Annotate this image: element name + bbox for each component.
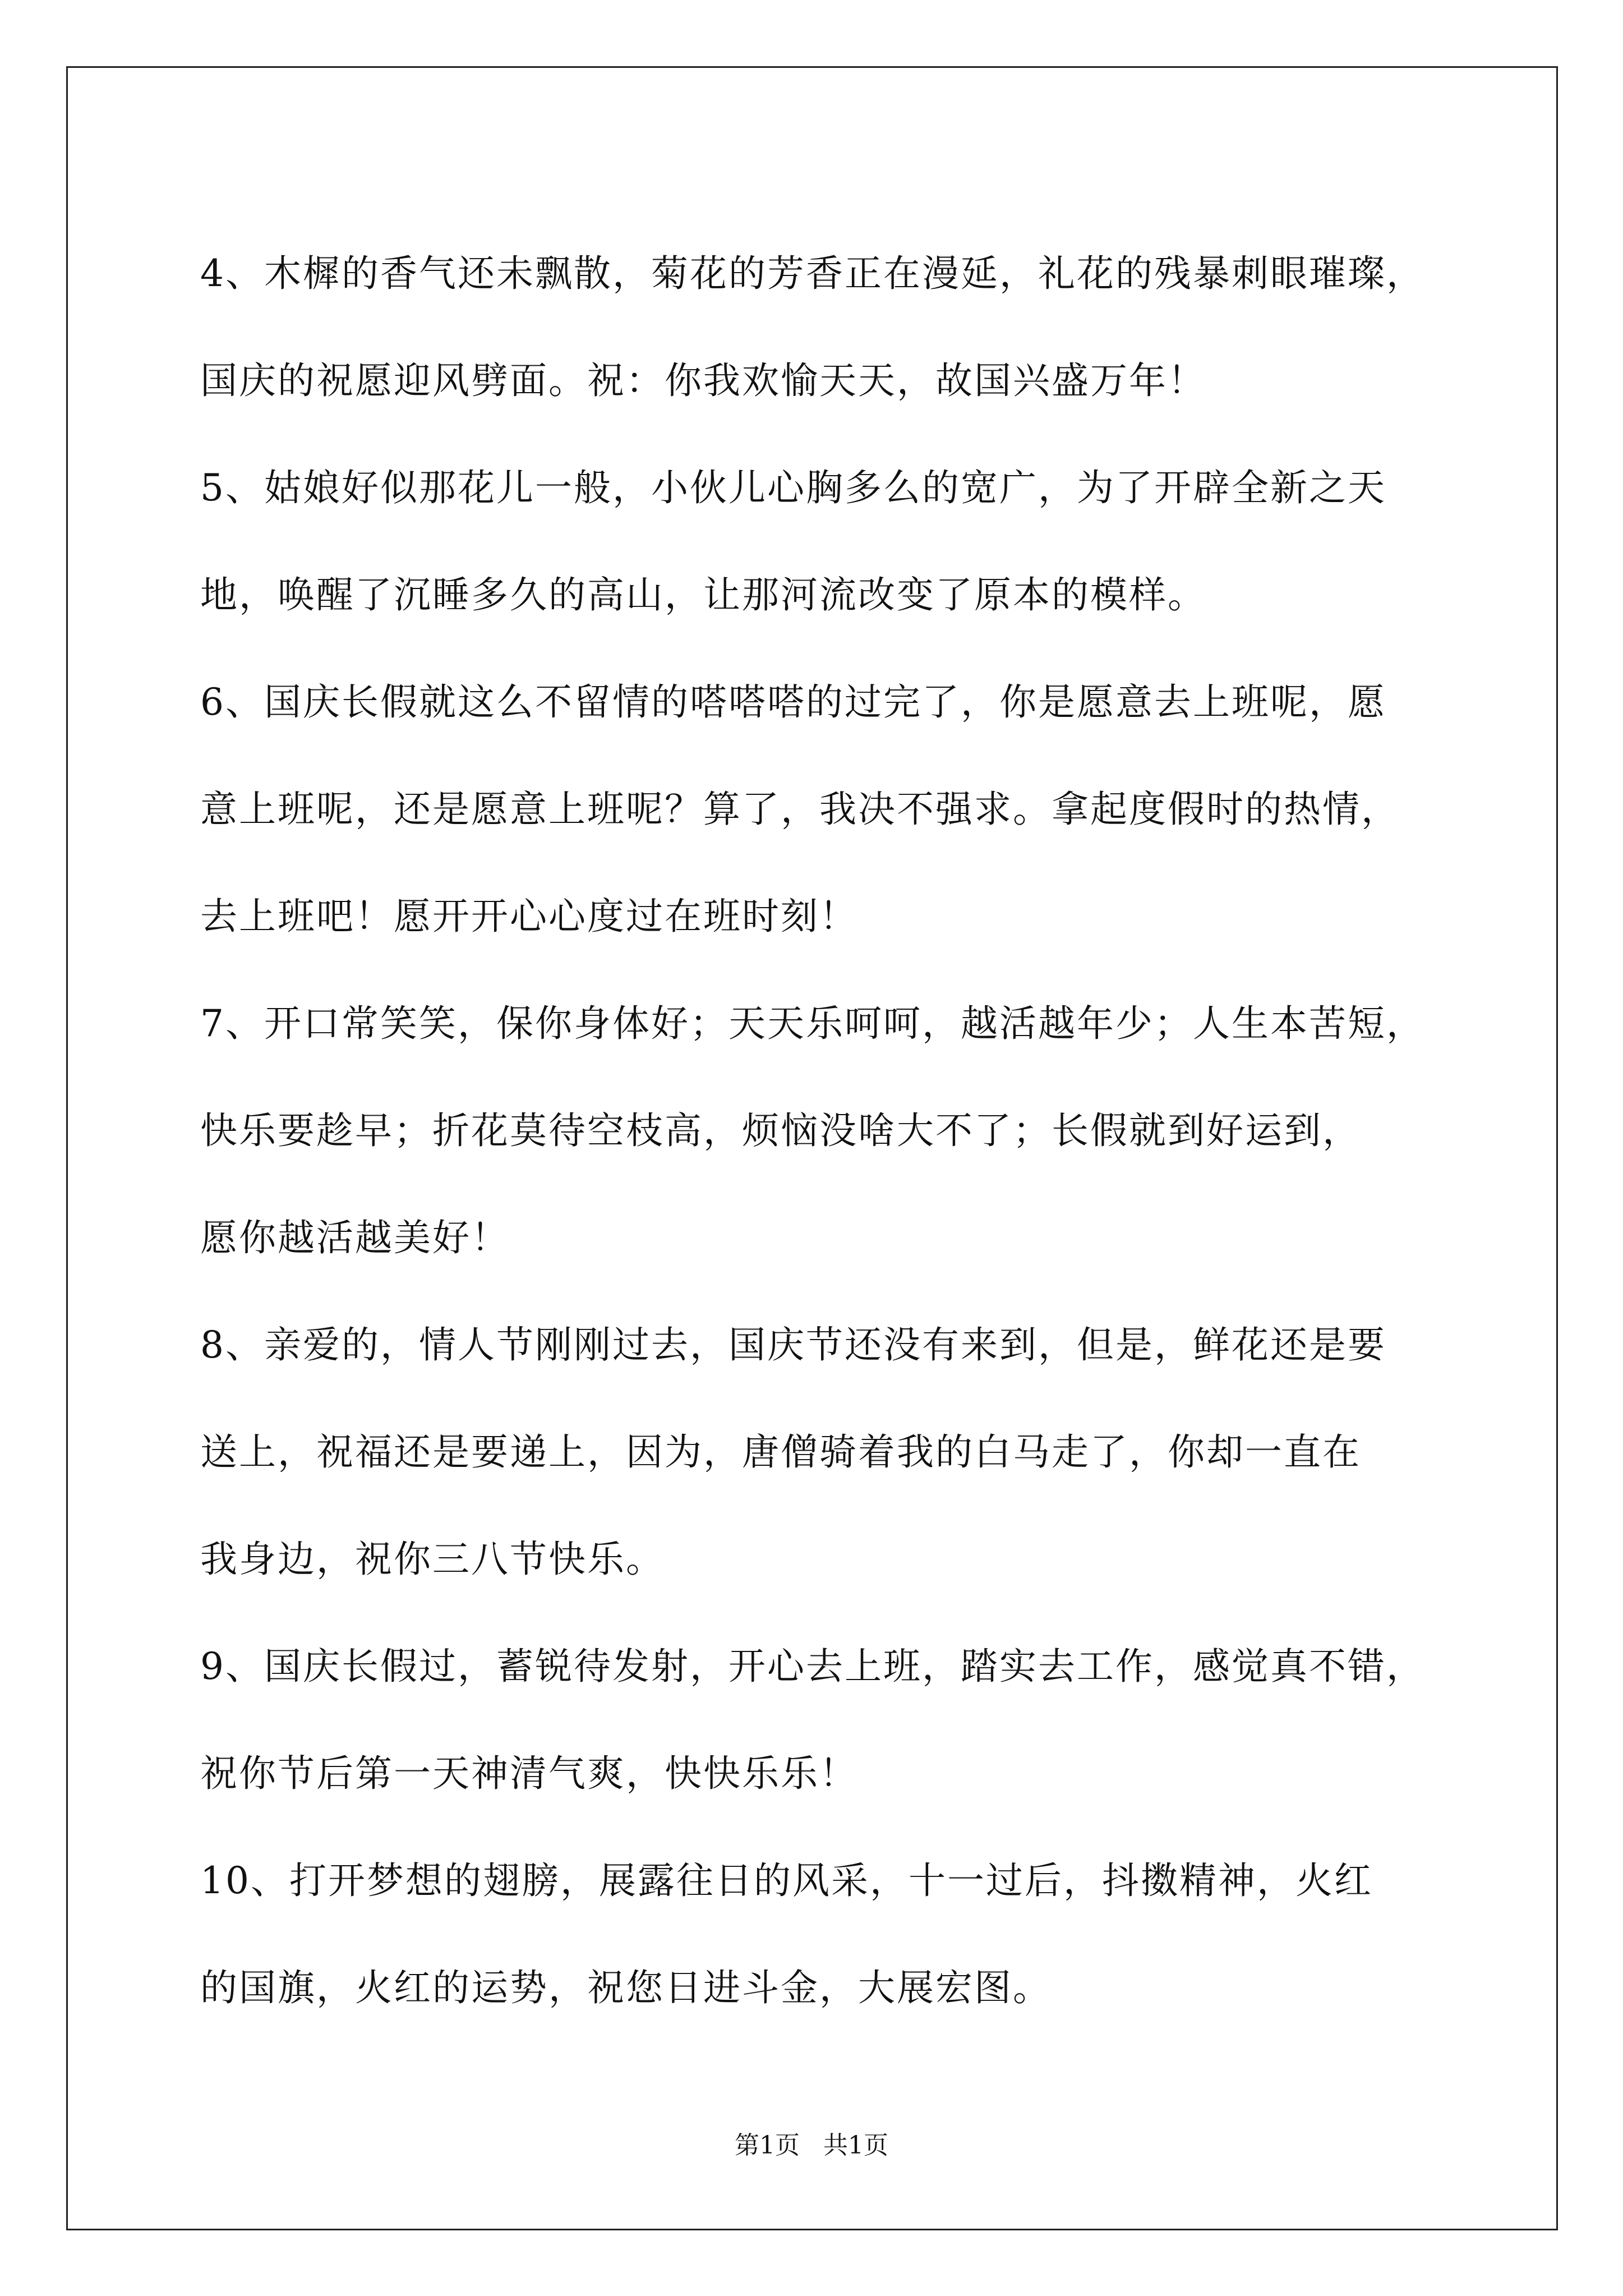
text-line: 国庆的祝愿迎风劈面。祝：你我欢愉天天，故国兴盛万年！ (200, 359, 1206, 402)
text-line: 去上班吧！愿开开心心度过在班时刻！ (200, 895, 858, 938)
text-line: 6、国庆长假就这么不留情的嗒嗒嗒的过完了，你是愿意去上班呢，愿 (200, 680, 1386, 724)
page-number-footer: 第1页 共1页 (735, 2131, 888, 2160)
text-line: 愿你越活越美好！ (200, 1216, 510, 1259)
text-line: 祝你节后第一天神清气爽，快快乐乐！ (200, 1752, 858, 1795)
text-line: 地，唤醒了沉睡多久的高山，让那河流改变了原本的模样。 (200, 573, 1206, 616)
document-body (200, 220, 1468, 2041)
text-line: 9、国庆长假过，蓄锐待发射，开心去上班，踏实去工作，感觉真不错， (200, 1645, 1425, 1688)
text-line: 意上班呢，还是愿意上班呢？算了，我决不强求。拿起度假时的热情， (200, 788, 1400, 831)
text-line: 10、打开梦想的翅膀，展露往日的风采，十一过后，抖擞精神，火红 (200, 1859, 1373, 1902)
text-line: 5、姑娘好似那花儿一般，小伙儿心胸多么的宽广，为了开辟全新之天 (200, 466, 1386, 509)
text-line: 7、开口常笑笑，保你身体好；天天乐呵呵，越活越年少；人生本苦短， (200, 1002, 1425, 1045)
text-line: 快乐要趁早；折花莫待空枝高，烦恼没啥大不了；长假就到好运到， (200, 1109, 1361, 1152)
text-line: 我身边，祝你三八节快乐。 (200, 1538, 665, 1581)
text-line: 的国旗，火红的运势，祝您日进斗金，大展宏图。 (200, 1966, 1052, 2009)
text-line: 送上，祝福还是要递上，因为，唐僧骑着我的白马走了，你却一直在 (200, 1430, 1361, 1474)
text-line: 4、木樨的香气还未飘散，菊花的芳香正在漫延，礼花的残暴刺眼璀璨， (200, 252, 1425, 295)
text-line: 8、亲爱的，情人节刚刚过去，国庆节还没有来到，但是，鲜花还是要 (200, 1323, 1386, 1366)
